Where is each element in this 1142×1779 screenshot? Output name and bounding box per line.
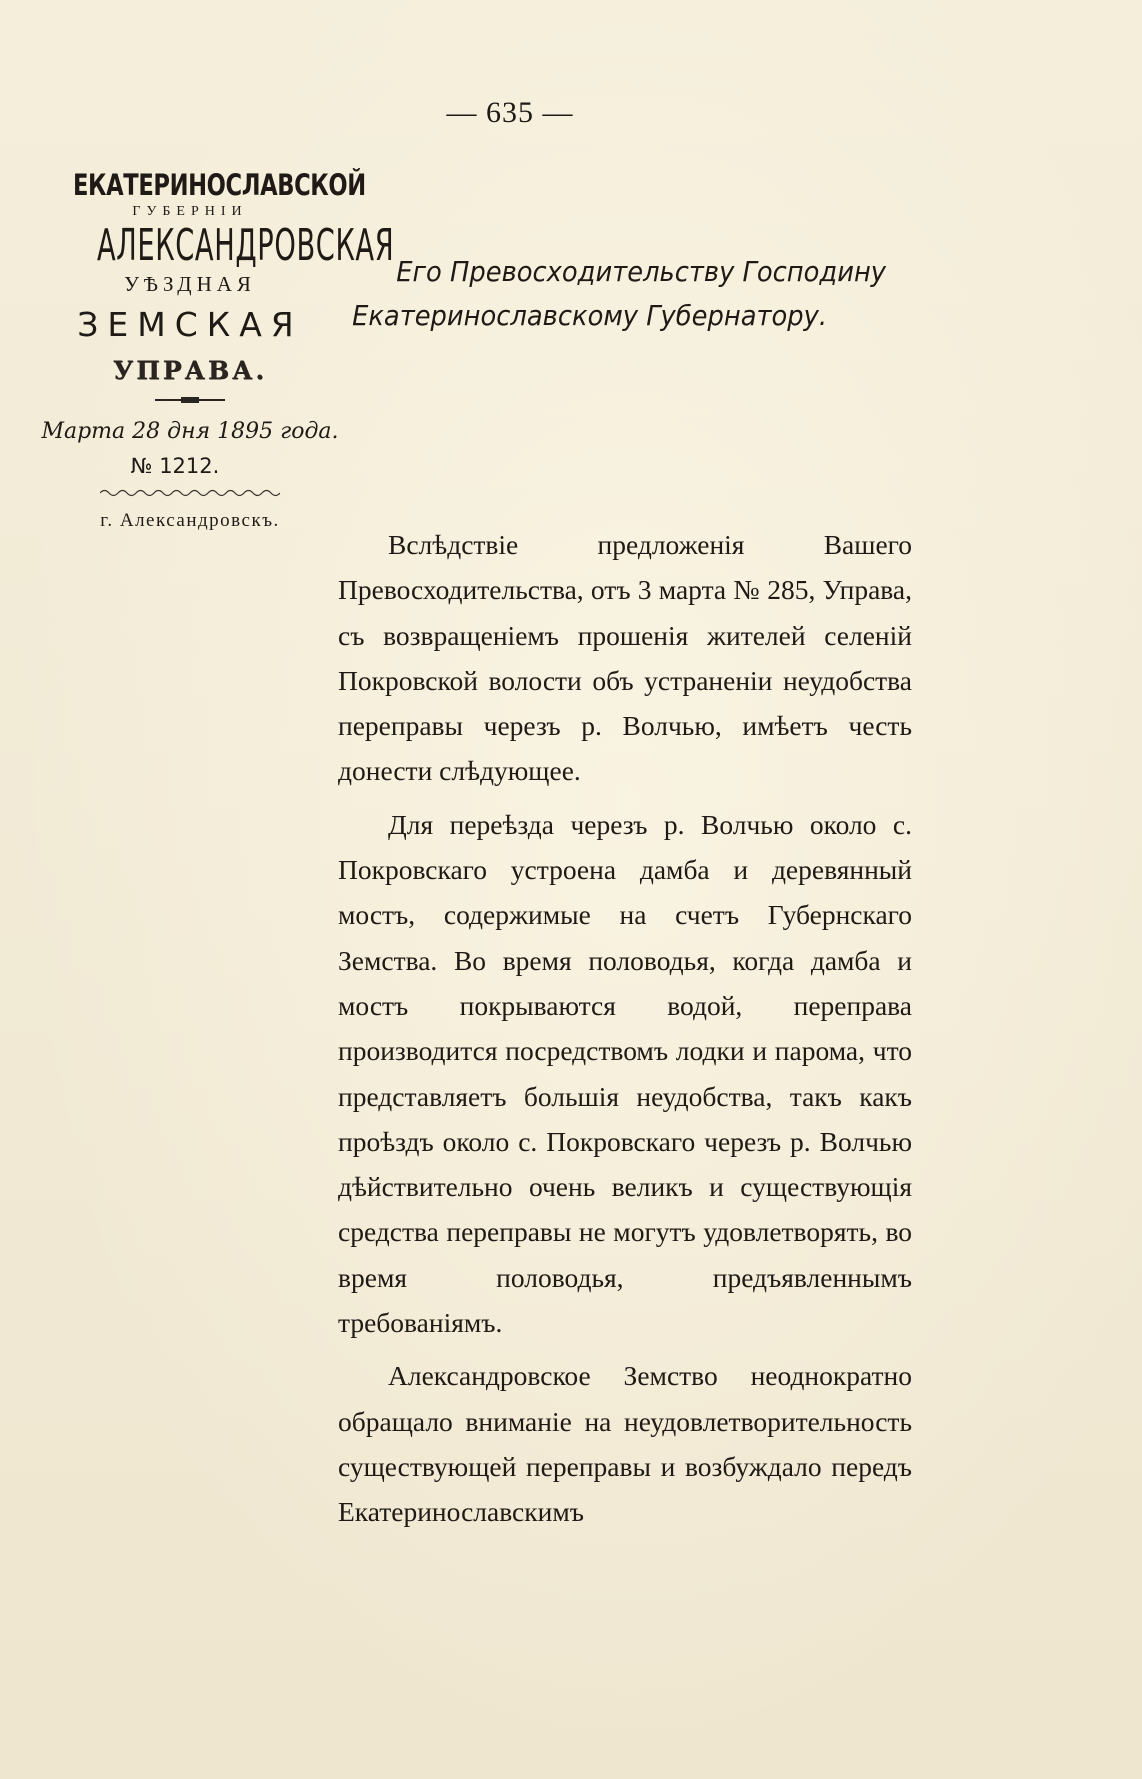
letterhead-divider (155, 399, 225, 401)
address-line-2: Екатеринославскому Губернатору. (352, 299, 828, 332)
address-line-1: Его Превосходительству Господину (396, 255, 887, 288)
letter-number: № 1212. (130, 454, 220, 478)
address-block (330, 250, 920, 338)
letter-date: Марта 28 дня 1895 года. (41, 419, 339, 444)
body-paragraph-1: Вслѣдствіе предложенія Вашего Превосходительства, отъ 3 марта № 285, Управа, съ возвращеніемъ прошенія жителей селеній Покровской волости объ устраненіи неудобства переправы черезъ р. Волчью, имѣетъ честь донести слѣдующее. (338, 529, 912, 787)
letterhead (40, 168, 395, 532)
body-paragraph-2: Для переѣзда черезъ р. Волчью около с. Покровскаго устроена дамба и деревянный мостъ, содержимые на счетъ Губернскаго Земства. Во время половодья, когда дамба и мостъ покрываются водой, переправа производится посредствомъ лодки и парома, что представляетъ большія неудобства, такъ какъ проѣздъ около с. Покровскаго черезъ р. Волчью дѣйствительно очень великъ и существующія средства переправы не могутъ удовлетворять, во время половодья, предъявленнымъ требованіямъ. (338, 808, 912, 1339)
letterhead-uezdnaya: УѢЗДНАЯ (124, 272, 256, 296)
letterhead-district: АЛЕКСАНДРОВСКАЯ (97, 220, 395, 271)
page-number: — 635 — (446, 96, 574, 129)
letterhead-gubernii: ГУБЕРНІИ (132, 204, 248, 219)
letterhead-zemskaya: ЗЕМСКАЯ (77, 305, 303, 344)
letterhead-uprava: УПРАВА. (112, 356, 268, 385)
letterhead-province: ЕКАТЕРИНОСЛАВСКОЙ (73, 168, 366, 202)
wavy-divider (100, 488, 280, 498)
letter-body (338, 522, 912, 1543)
body-paragraph-3: Александровское Земство неоднократно обращало вниманіе на неудовлетворительность существующей переправы и возбуждало передъ Екатеринославскимъ (338, 1360, 912, 1528)
letter-city: г. Александровскъ. (100, 510, 280, 531)
